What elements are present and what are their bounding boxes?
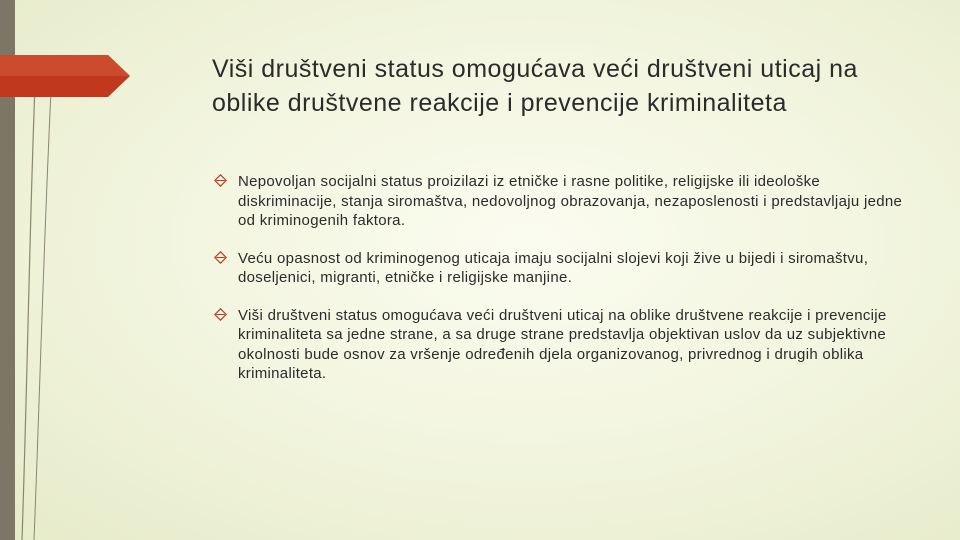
diamond-bullet-icon: [214, 174, 227, 187]
bullet-text: Veću opasnost od kriminogenog uticaja imaju socijalni slojevi koji žive u bijedi i siromaštvu, doseljenici, migranti, etničke i religijske manjine.: [238, 249, 869, 286]
list-item: [214, 306, 904, 384]
diamond-bullet-icon: [214, 308, 227, 321]
bullet-list: [214, 172, 904, 402]
slide-title: Viši društveni status omogućava veći društveni uticaj na oblike društvene reakcije i prevencije kriminaliteta: [212, 55, 858, 117]
diamond-bullet-icon: [214, 251, 227, 264]
bullet-text: Nepovoljan socijalni status proizilazi iz etničke i rasne politike, religijske ili ideološke diskriminacije, stanja siromaštva, nedovoljnog obrazovanja, nezaposlenosti i predstavljaju jedne od kriminogenih faktora.: [238, 173, 903, 229]
list-item: [214, 172, 904, 231]
list-item: [214, 249, 904, 288]
red-arrow-banner: [0, 55, 130, 97]
bullet-text: Viši društveni status omogućava veći društveni uticaj na oblike društvene reakcije i prevencije kriminaliteta sa jedne strane, a sa druge strane predstavlja objektivan uslov da uz subjektivne okolnosti bude osnov za vršenje određenih djela organizovanog, privrednog i drugih oblika kriminaliteta.: [238, 306, 887, 382]
